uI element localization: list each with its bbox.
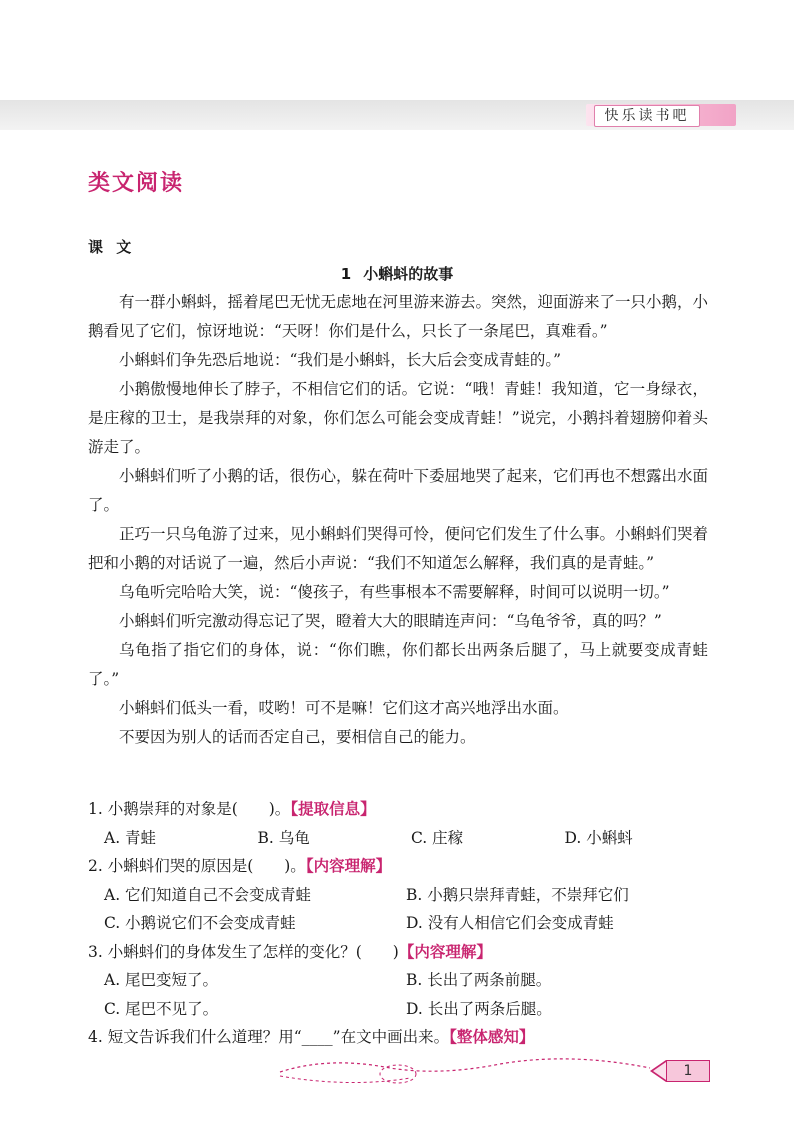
option-a[interactable]: A. 青蛙 [104, 828, 157, 847]
question-3-options-row-1 [88, 966, 718, 995]
question-tag: 【提取信息】 [290, 800, 376, 818]
question-3-options-row-2 [88, 995, 718, 1024]
story-paragraph: 小蝌蚪们争先恐后地说：“我们是小蝌蚪，长大后会变成青蛙的。” [119, 351, 562, 369]
header-tab-label: 快乐读书吧 [594, 105, 700, 127]
option-a[interactable]: A. 尾巴变短了。 [104, 971, 219, 989]
story-title-text: 小蝌蚪的故事 [363, 265, 454, 283]
question-3 [88, 938, 718, 967]
question-text: 4. 短文告诉我们什么道理？用“____”在文中画出来。 [88, 1028, 450, 1046]
story-paragraph: 小蝌蚪们听了小鹅的话，很伤心，躲在荷叶下委屈地哭了起来，它们再也不想露出水面了。 [88, 467, 709, 514]
questions [88, 795, 718, 1052]
option-d[interactable]: D. 小蝌蚪 [564, 828, 633, 847]
header-tab [586, 104, 736, 126]
story-title [0, 263, 794, 284]
question-2-options-row-2 [88, 909, 718, 938]
option-c[interactable]: C. 尾巴不见了。 [104, 999, 219, 1018]
option-d[interactable]: D. 长出了两条后腿。 [406, 999, 552, 1018]
story-paragraph: 乌龟指了指它们的身体，说：“你们瞧，你们都长出两条后腿了，马上就要变成青蛙了。” [88, 641, 708, 688]
question-1 [88, 795, 718, 824]
page-number: 1 [666, 1060, 710, 1082]
story-paragraph: 正巧一只乌龟游了过来，见小蝌蚪们哭得可怜，便问它们发生了什么事。小蝌蚪们哭着把和小鹅的对话说了一遍，然后小声说：“我们不知道怎么解释，我们真的是青蛙。” [88, 525, 709, 572]
option-a[interactable]: A. 它们知道自己不会变成青蛙 [104, 885, 312, 904]
section-title: 类文阅读 [88, 171, 185, 196]
story-paragraph: 小蝌蚪们低头一看，哎哟！可不是嘛！它们这才高兴地浮出水面。 [119, 699, 569, 717]
option-b[interactable]: B. 长出了两条前腿。 [406, 971, 552, 989]
section-sub-label: 课 文 [88, 238, 132, 256]
option-c[interactable]: C. 庄稼 [411, 828, 464, 847]
question-text: 3. 小蝌蚪们的身体发生了怎样的变化？( ) [88, 942, 399, 961]
question-2 [88, 852, 718, 881]
story-paragraph: 小鹅傲慢地伸长了脖子，不相信它们的话。它说：“哦！青蛙！我知道，它一身绿衣，是庄稼的卫士，是我崇拜的对象，你们怎么可能会变成青蛙！”说完，小鹅抖着翅膀仰着头游走了。 [88, 380, 708, 456]
question-text: 2. 小蝌蚪们哭的原因是( )。 [88, 857, 306, 875]
option-b[interactable]: B. 小鹅只崇拜青蛙，不崇拜它们 [406, 885, 629, 904]
option-d[interactable]: D. 没有人相信它们会变成青蛙 [406, 914, 614, 932]
option-b[interactable]: B. 乌龟 [257, 828, 310, 847]
page-arrow-inner-icon [653, 1062, 666, 1080]
question-text: 1. 小鹅崇拜的对象是( )。 [88, 800, 291, 818]
question-4 [88, 1023, 718, 1052]
story-paragraph: 有一群小蝌蚪，摇着尾巴无忧无虑地在河里游来游去。突然，迎面游来了一只小鹅，小鹅看见了它们，惊讶地说：“天呀！你们是什么，只长了一条尾巴，真难看。” [88, 293, 709, 340]
option-c[interactable]: C. 小鹅说它们不会变成青蛙 [104, 914, 296, 932]
question-2-options-row-1 [88, 881, 718, 910]
story-body [88, 288, 708, 752]
question-tag: 【内容理解】 [305, 857, 392, 875]
footer-decoration-icon [270, 1050, 670, 1094]
question-tag: 【内容理解】 [398, 942, 492, 961]
question-tag: 【整体感知】 [449, 1028, 535, 1046]
story-paragraph: 小蝌蚪们听完激动得忘记了哭，瞪着大大的眼睛连声问：“乌龟爷爷，真的吗？” [119, 612, 662, 630]
story-number: 1 [340, 265, 352, 283]
story-paragraph: 乌龟听完哈哈大笑，说：“傻孩子，有些事根本不需要解释，时间可以说明一切。” [119, 583, 670, 601]
question-1-options [88, 824, 718, 853]
story-paragraph: 不要因为别人的话而否定自己，要相信自己的能力。 [119, 728, 476, 746]
